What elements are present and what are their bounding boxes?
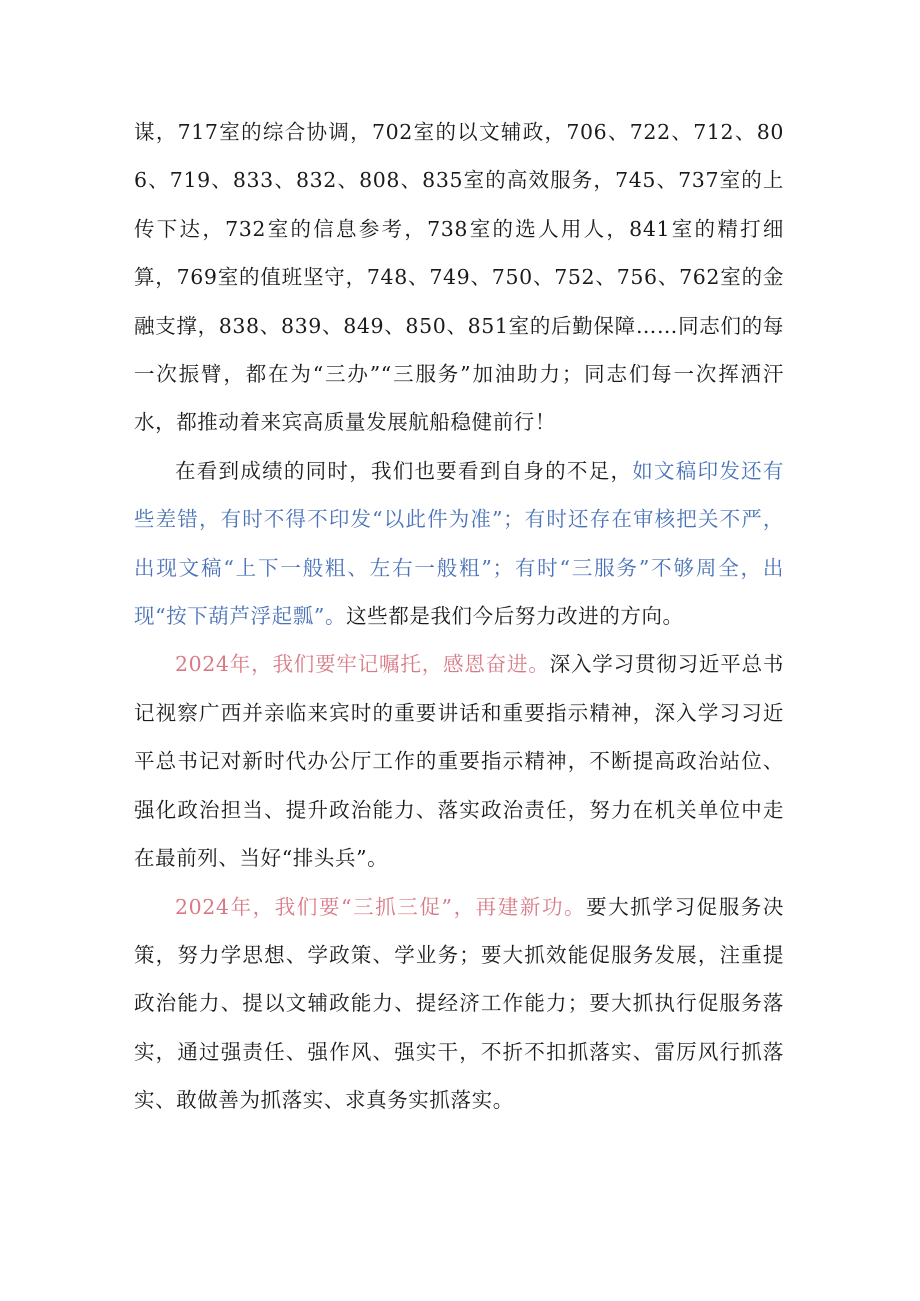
paragraph-2 [134, 447, 784, 641]
paragraph-4 [134, 883, 784, 1125]
paragraph-2-tail: 这些都是我们今后努力改进的方向。 [346, 604, 684, 629]
paragraph-1-text: 谋，717室的综合协调，702室的以文辅政，706、722、712、806、719、833、832、808、835室的高效服务，745、737室的上传下达，732室的信息参考，738室的选人用人，841室的精打细算，769室的值班坚守，748、749、750、752、756、762室的金融支撑，838、839、849、850、851室的后勤保障……同志们的每一次振臂，都在为“三办”“三服务”加油助力；同志们每一次挥洒汗水，都推动着来宾高质量发展航船稳健前行！ [134, 120, 784, 435]
paragraph-1 [134, 108, 784, 447]
paragraph-4-heading: 2024年，我们要“三抓三促”，再建新功。 [175, 894, 587, 919]
paragraph-2-highlight: 如文稿印发还有些差错，有时不得不印发“以此件为准”；有时还存在审核把关不严，出现文稿“上下一般粗、左右一般粗”；有时“三服务”不够周全，出现“按下葫芦浮起瓢”。 [134, 458, 784, 629]
paragraph-2-lead: 在看到成绩的同时，我们也要看到自身的不足， [175, 458, 633, 483]
paragraph-3-body: 深入学习贯彻习近平总书记视察广西并亲临来宾时的重要讲话和重要指示精神，深入学习习近平总书记对新时代办公厅工作的重要指示精神，不断提高政治站位、强化政治担当、提升政治能力、落实政治责任，努力在机关单位中走在最前列、当好“排头兵”。 [134, 652, 784, 871]
paragraph-3 [134, 640, 784, 882]
paragraph-4-body: 要大抓学习促服务决策，努力学思想、学政策、学业务；要大抓效能促服务发展，注重提政治能力、提以文辅政能力、提经济工作能力；要大抓执行促服务落实，通过强责任、强作风、强实干，不折不扣抓落实、雷厉风行抓落实、敢做善为抓落实、求真务实抓落实。 [134, 894, 784, 1113]
document-body [134, 108, 784, 1125]
paragraph-3-heading: 2024年，我们要牢记嘱托，感恩奋进。 [175, 652, 550, 677]
